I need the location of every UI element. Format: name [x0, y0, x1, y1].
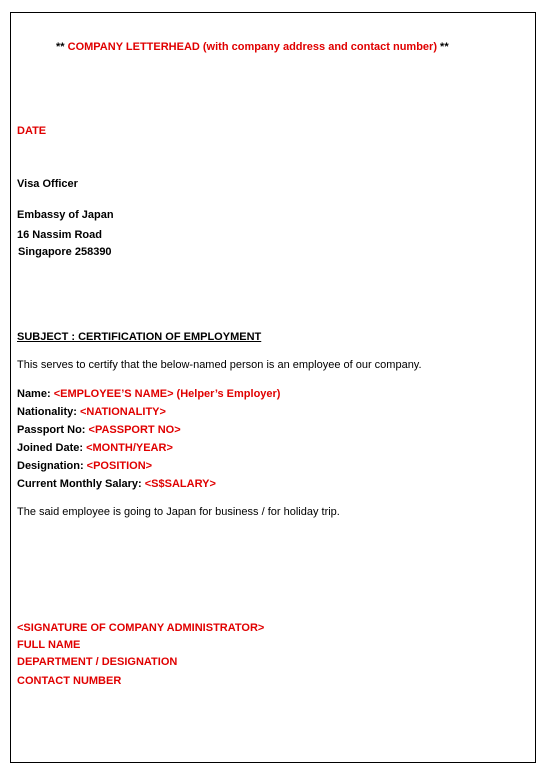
field-salary-value: <S$SALARY> [144, 478, 216, 490]
field-name-value: <EMPLOYEE’S NAME> (Helper’s Employer) [53, 388, 281, 400]
intro-text: This serves to certify that the below-named person is an employee of our company. [17, 359, 422, 371]
field-joined [17, 442, 173, 455]
field-name [17, 388, 280, 401]
field-salary-label: Current Monthly Salary: [17, 478, 145, 490]
field-designation [17, 460, 152, 473]
field-passport-value: <PASSPORT NO> [88, 424, 181, 436]
letter-page [10, 12, 536, 763]
field-nationality-value: <NATIONALITY> [79, 406, 166, 418]
field-nationality-label: Nationality: [17, 406, 80, 418]
recipient-street: 16 Nassim Road [17, 229, 102, 241]
signature-placeholder: <SIGNATURE OF COMPANY ADMINISTRATOR> [17, 622, 265, 634]
letterhead-prefix: ** [56, 41, 68, 53]
recipient-title: Visa Officer [17, 178, 78, 190]
recipient-city: Singapore 258390 [18, 246, 112, 258]
field-passport [17, 424, 181, 437]
recipient-org: Embassy of Japan [17, 209, 114, 221]
date-label: DATE [17, 125, 47, 137]
field-designation-label: Designation: [17, 460, 87, 472]
signature-full-name: FULL NAME [17, 639, 81, 651]
field-joined-label: Joined Date: [17, 442, 87, 454]
field-nationality [17, 406, 166, 419]
signature-contact: CONTACT NUMBER [17, 675, 122, 687]
subject-line: SUBJECT : CERTIFICATION OF EMPLOYMENT [17, 331, 262, 343]
letterhead-suffix: ** [436, 41, 449, 53]
field-designation-value: <POSITION> [86, 460, 153, 472]
letterhead-text: COMPANY LETTERHEAD (with company address and contact number) [67, 41, 437, 53]
field-salary [17, 478, 216, 491]
field-name-label: Name: [17, 388, 54, 400]
purpose-text: The said employee is going to Japan for business / for holiday trip. [17, 506, 340, 518]
field-joined-value: <MONTH/YEAR> [86, 442, 173, 454]
field-passport-label: Passport No: [17, 424, 89, 436]
signature-department: DEPARTMENT / DESIGNATION [17, 656, 178, 668]
letterhead [56, 41, 449, 54]
